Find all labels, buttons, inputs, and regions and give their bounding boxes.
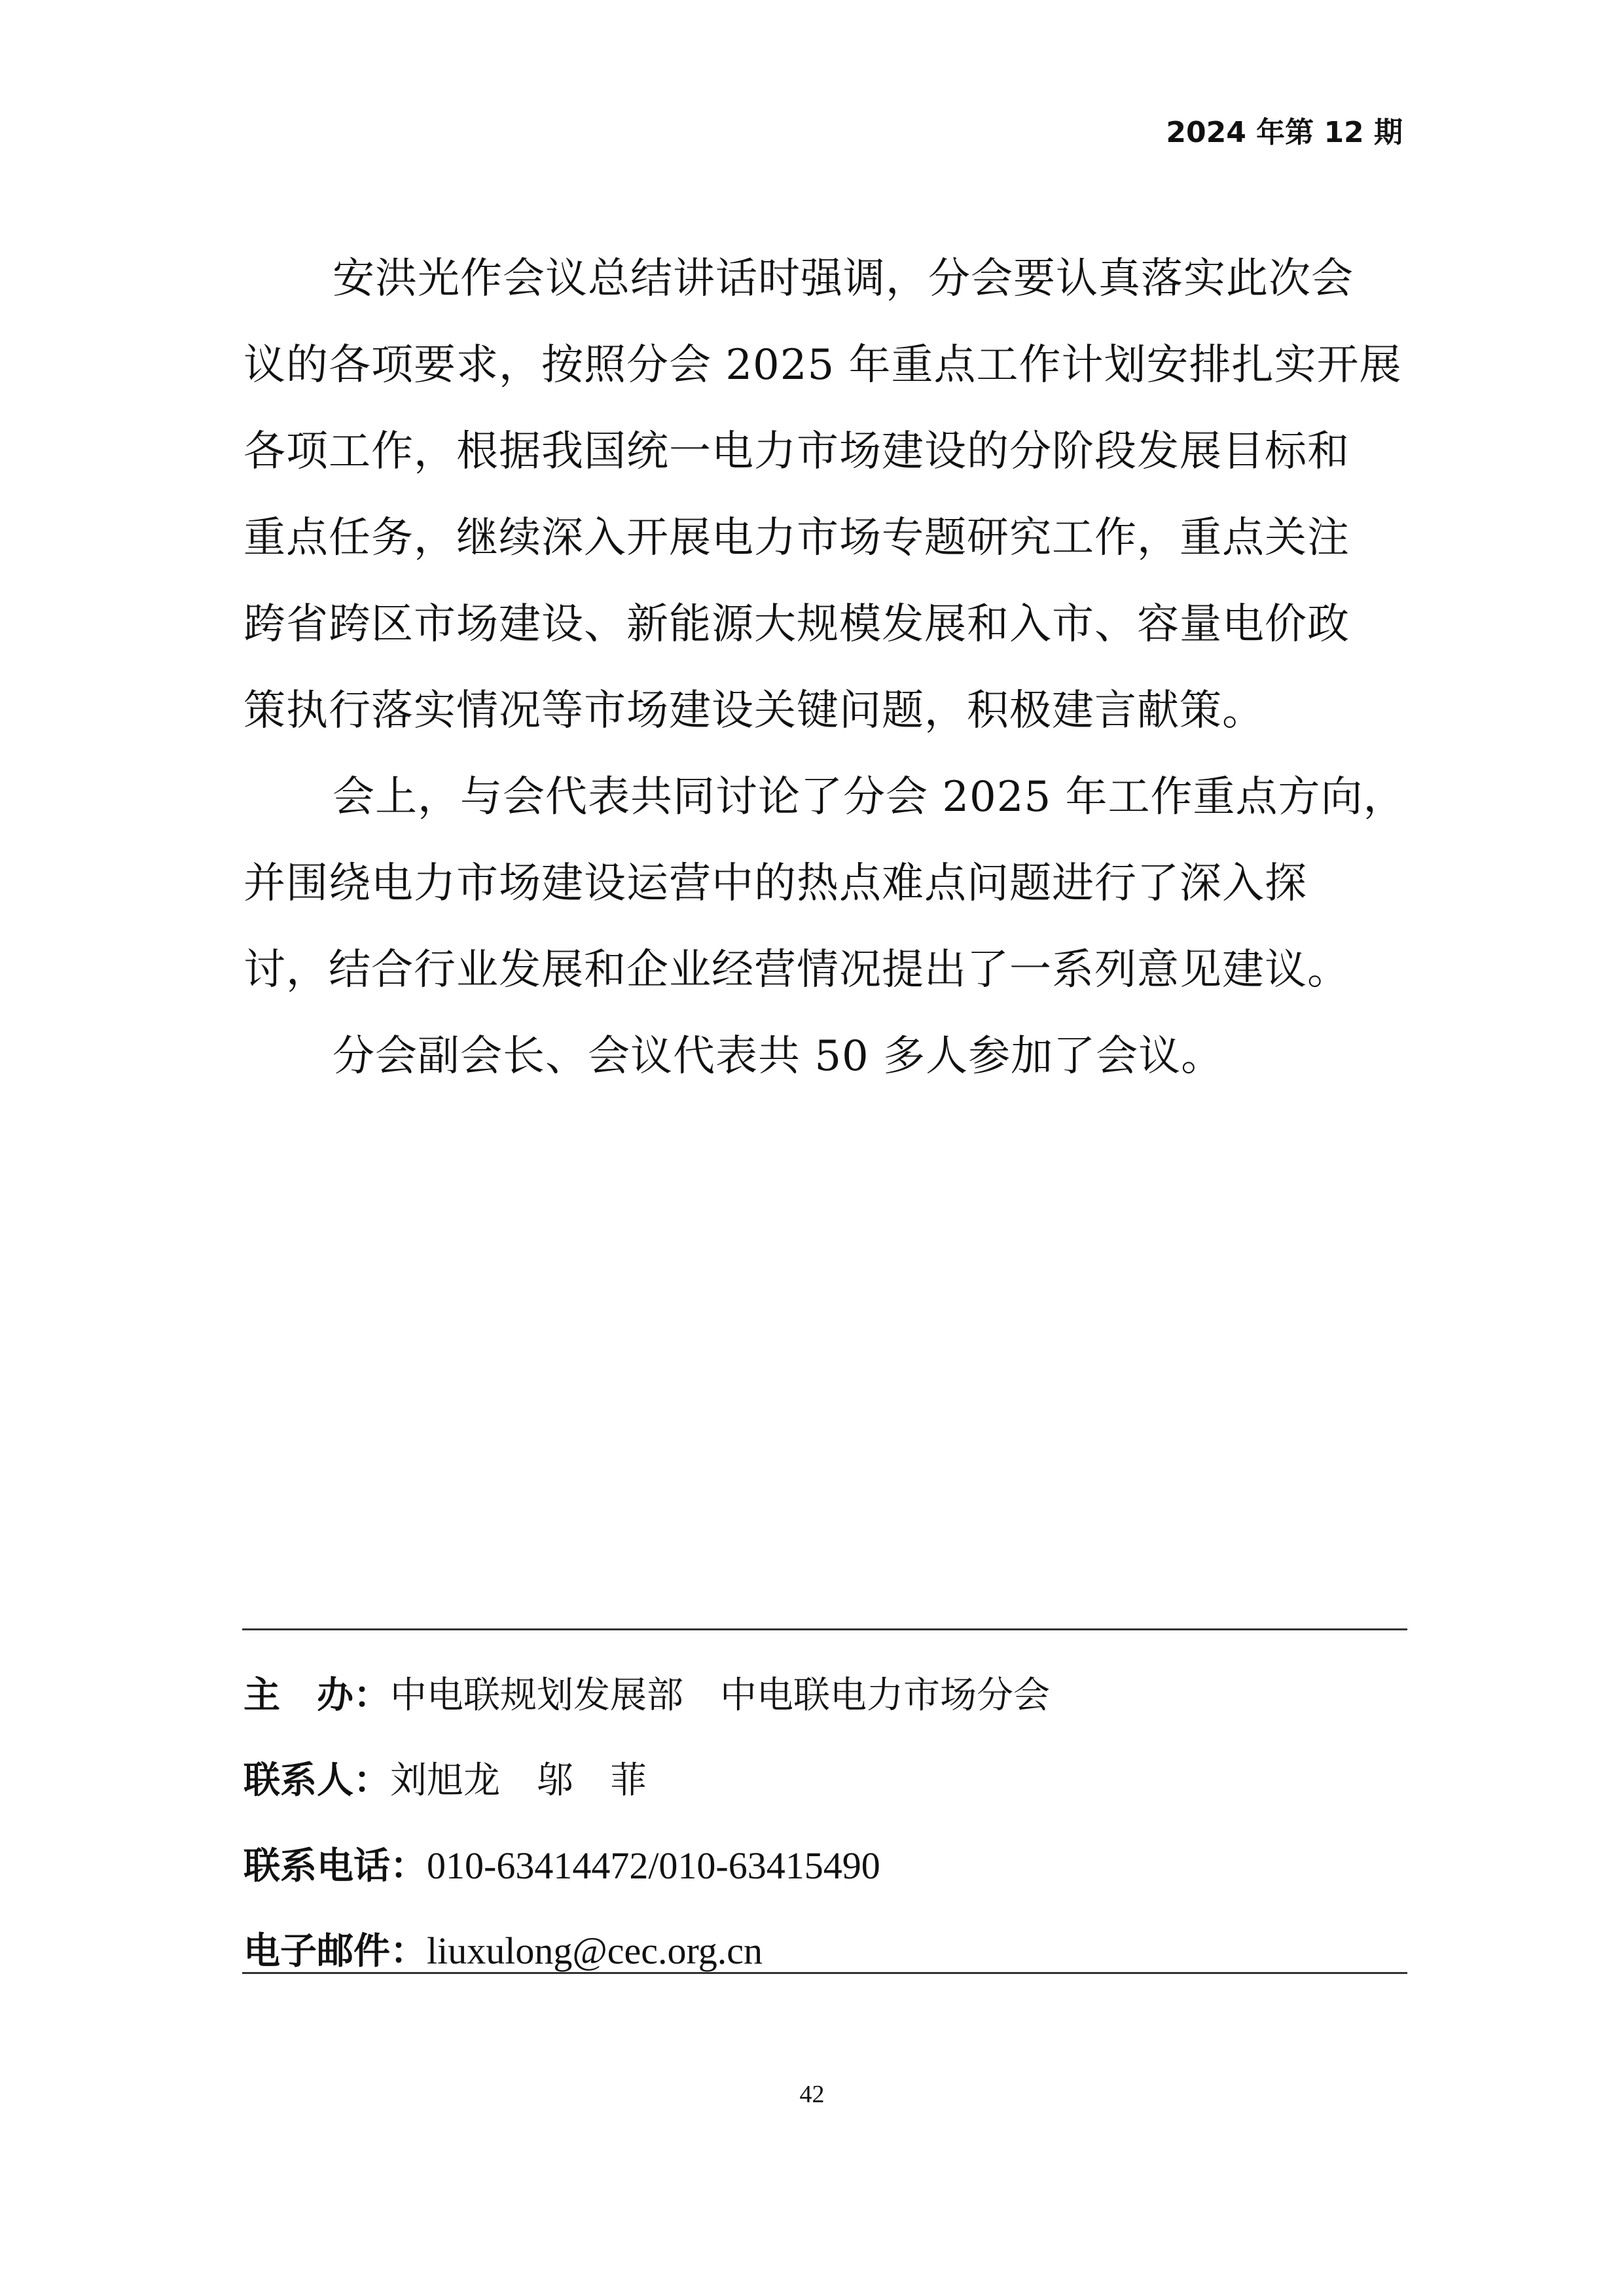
host-label: 主 办： [244,1674,390,1717]
host-value: 中电联规划发展部 中电联电力市场分会 [390,1674,1050,1717]
email-value[interactable]: liuxulong@cec.org.cn [427,1929,763,1972]
issue-header: 2024 年第 12 期 [1166,116,1403,149]
paragraph-1-line-3: 各项工作，根据我国统一电力市场建设的分阶段发展目标和 [244,427,1350,476]
paragraph-1-line-6: 策执行落实情况等市场建设关键问题，积极建言献策。 [244,687,1265,735]
contact-info-box [242,1628,1407,1974]
contact-person-label: 联系人： [244,1759,390,1802]
contact-person-row [244,1755,647,1807]
phone-row [244,1840,880,1892]
paragraph-3-line-1: 分会副会长、会议代表共 50 多人参加了会议。 [333,1032,1224,1081]
paragraph-1-line-1: 安洪光作会议总结讲话时强调，分会要认真落实此次会 [333,255,1354,303]
page-number: 42 [799,2081,825,2108]
article-body [244,236,1409,1100]
host-row [244,1670,1050,1722]
paragraph-2-line-3: 讨，结合行业发展和企业经营情况提出了一系列意见建议。 [244,946,1350,994]
paragraph-2-line-2: 并围绕电力市场建设运营中的热点难点问题进行了深入探 [244,859,1307,908]
paragraph-1-line-2: 议的各项要求，按照分会 2025 年重点工作计划安排扎实开展 [244,341,1402,389]
paragraph-1-line-5: 跨省跨区市场建设、新能源大规模发展和入市、容量电价政 [244,600,1350,649]
paragraph-2-line-1: 会上，与会代表共同讨论了分会 2025 年工作重点方向， [333,773,1406,821]
phone-value: 010-63414472/010-63415490 [427,1844,880,1887]
email-label: 电子邮件： [244,1930,427,1973]
email-row [244,1925,763,1977]
paragraph-1-line-4: 重点任务，继续深入开展电力市场专题研究工作，重点关注 [244,514,1350,562]
phone-label: 联系电话： [244,1845,427,1888]
contact-person-value: 刘旭龙 邬 菲 [390,1759,647,1802]
